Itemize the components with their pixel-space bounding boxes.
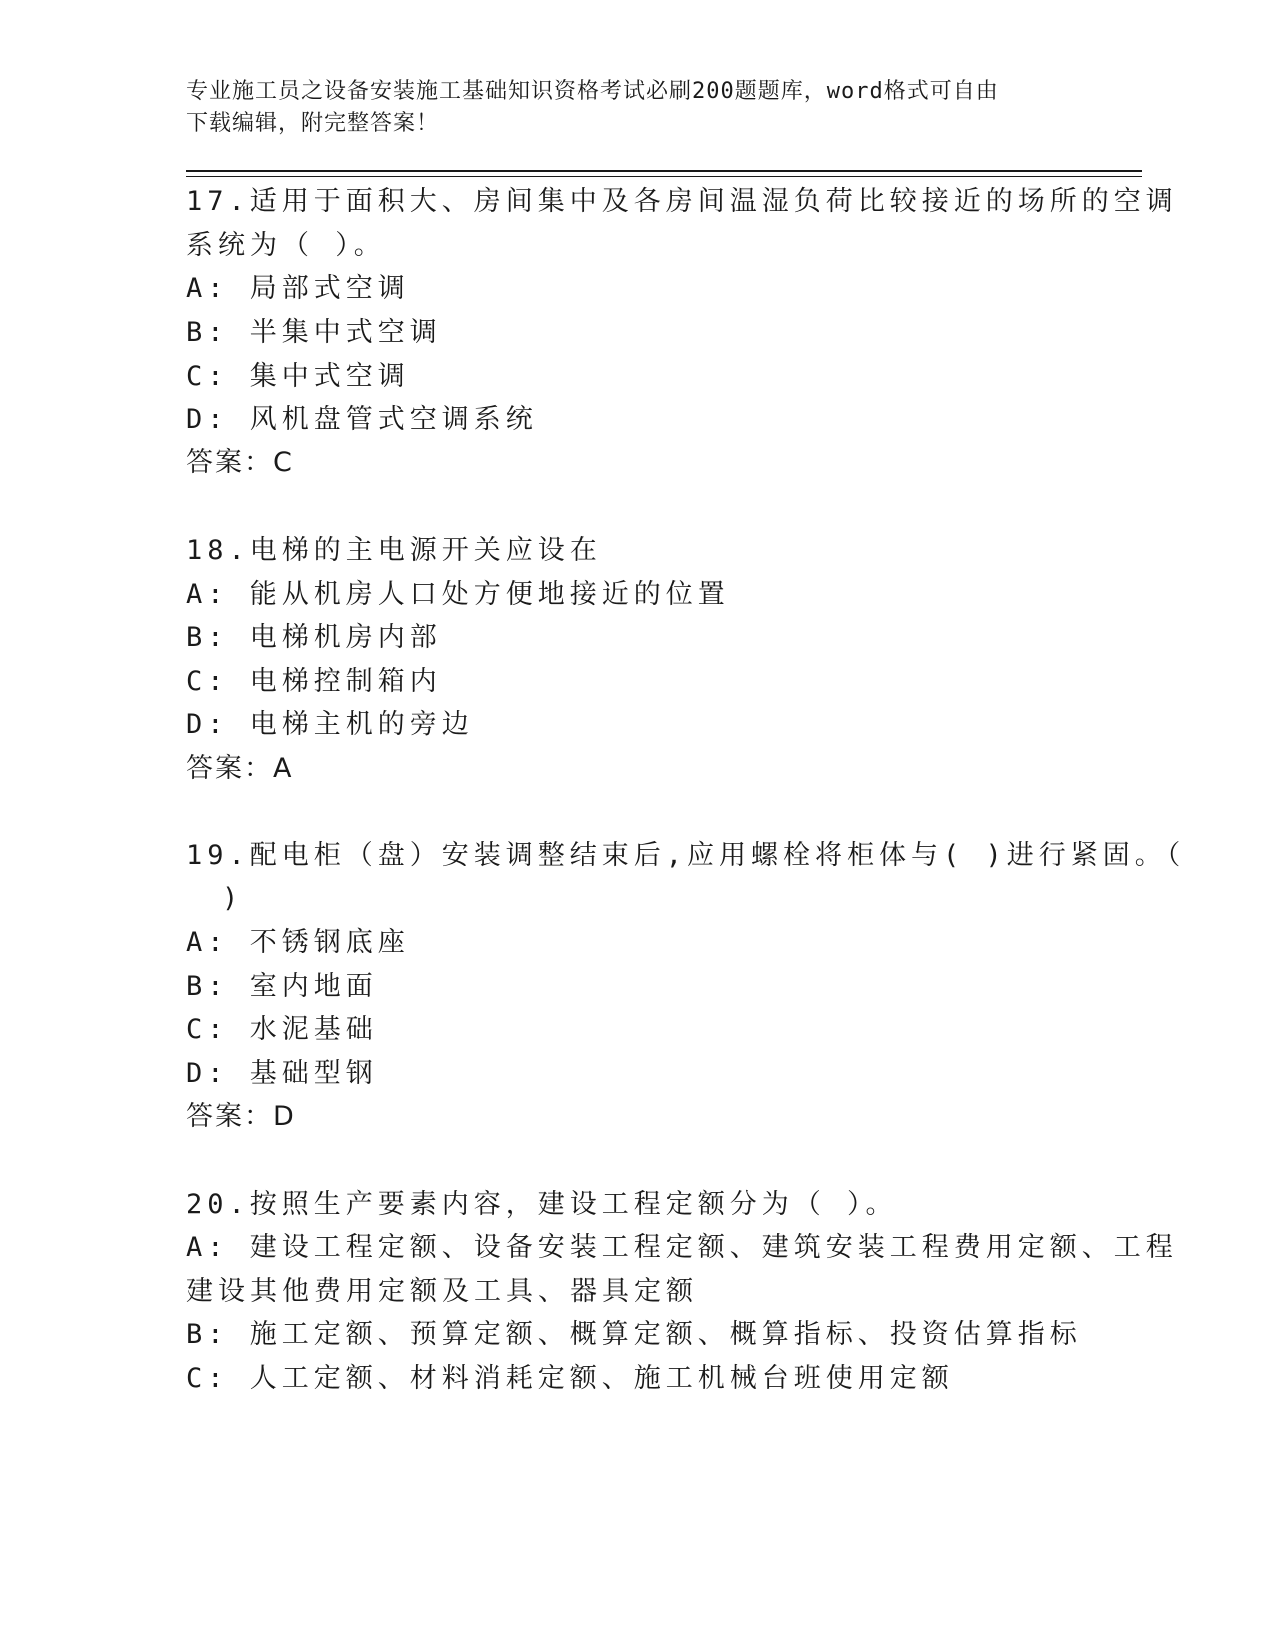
question-stem: 17.适用于面积大、房间集中及各房间温湿负荷比较接近的场所的空调 <box>186 186 1178 217</box>
question-stem-continued: ) <box>222 883 244 914</box>
option-c: C: 电梯控制箱内 <box>186 666 442 697</box>
document-header-line-2: 下载编辑，附完整答案！ <box>186 111 440 136</box>
option-b: B: 半集中式空调 <box>186 317 442 348</box>
option-d: D: 风机盘管式空调系统 <box>186 404 538 435</box>
answer-label: 答案：D <box>186 1101 296 1132</box>
question-stem-continued: 系统为（ ）。 <box>186 230 386 261</box>
question-stem: 19.配电柜（盘）安装调整结束后,应用螺栓将柜体与( )进行紧固。（ <box>186 840 1186 871</box>
question-stem: 18.电梯的主电源开关应设在 <box>186 535 602 566</box>
option-a: A: 不锈钢底座 <box>186 927 410 958</box>
option-a: A: 建设工程定额、设备安装工程定额、建筑安装工程费用定额、工程 <box>186 1232 1178 1263</box>
header-divider-thin <box>186 176 1142 177</box>
option-a: A: 局部式空调 <box>186 273 410 304</box>
option-c: C: 人工定额、材料消耗定额、施工机械台班使用定额 <box>186 1363 954 1394</box>
option-d: D: 电梯主机的旁边 <box>186 709 474 740</box>
header-divider-thick <box>186 170 1142 172</box>
option-a: A: 能从机房人口处方便地接近的位置 <box>186 579 730 610</box>
option-c: C: 水泥基础 <box>186 1014 378 1045</box>
option-a-continued: 建设其他费用定额及工具、器具定额 <box>186 1276 698 1307</box>
option-b: B: 电梯机房内部 <box>186 622 442 653</box>
document-header-line-1: 专业施工员之设备安装施工基础知识资格考试必刷200题题库，word格式可自由 <box>186 79 999 104</box>
option-b: B: 施工定额、预算定额、概算定额、概算指标、投资估算指标 <box>186 1319 1082 1350</box>
answer-label: 答案：A <box>186 753 294 784</box>
option-d: D: 基础型钢 <box>186 1058 378 1089</box>
option-c: C: 集中式空调 <box>186 361 410 392</box>
option-b: B: 室内地面 <box>186 971 378 1002</box>
question-stem: 20.按照生产要素内容，建设工程定额分为（ ）。 <box>186 1189 898 1220</box>
answer-label: 答案：C <box>186 447 294 478</box>
